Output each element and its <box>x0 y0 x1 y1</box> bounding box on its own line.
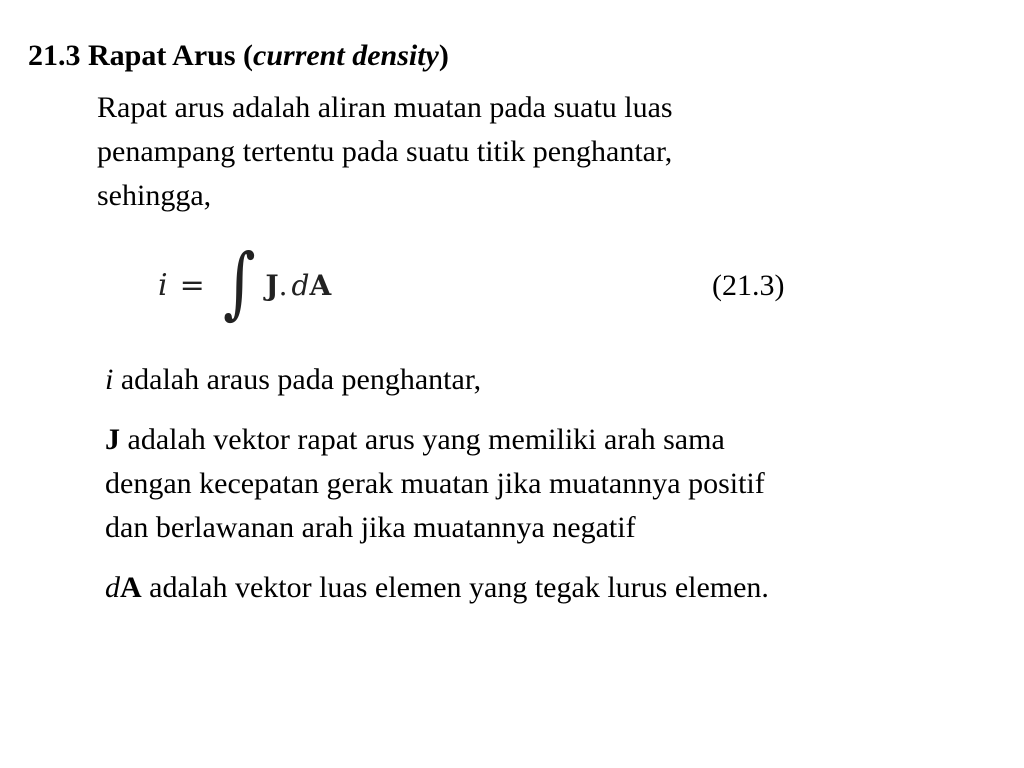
definition-i <box>105 358 1005 402</box>
intro-line-2: penampang tertentu pada suatu titik penghantar, <box>97 135 673 168</box>
heading-close-paren: ) <box>438 39 449 72</box>
section-heading <box>28 36 449 76</box>
definition-j-symbol: J <box>105 423 120 456</box>
heading-number-title: 21.3 Rapat Arus ( <box>28 39 254 72</box>
equation-lhs-i: i <box>158 267 168 303</box>
definition-j-line-3: dan berlawanan arah jika muatannya negatif <box>105 511 636 544</box>
definition-i-text: adalah araus pada penghantar, <box>113 363 482 396</box>
intro-line-3: sehingga, <box>97 179 212 212</box>
equation-vector-a: A <box>309 268 332 302</box>
definition-j-line-2: dengan kecepatan gerak muatan jika muatannya positif <box>105 467 765 500</box>
current-integral-equation <box>158 240 331 330</box>
definition-da <box>105 566 1005 610</box>
heading-italic-term: current density <box>253 39 439 72</box>
equation-number: (21.3) <box>712 269 785 302</box>
definitions-list <box>105 358 1005 626</box>
equation-vector-j: J <box>265 268 279 302</box>
equation-equals: = <box>179 267 205 303</box>
definition-da-symbol-d: d <box>105 571 120 604</box>
intro-paragraph <box>97 86 897 218</box>
definition-i-symbol: i <box>105 363 114 396</box>
definition-j-line-1: adalah vektor rapat arus yang memiliki arah sama <box>120 423 725 456</box>
equation-d: d <box>291 268 310 302</box>
definition-j <box>105 418 1005 550</box>
intro-line-1: Rapat arus adalah aliran muatan pada suatu luas <box>97 91 673 124</box>
integral-sign: ∫ <box>222 238 256 328</box>
definition-da-symbol-a: A <box>120 571 142 604</box>
definition-da-text: adalah vektor luas elemen yang tegak lurus elemen. <box>141 571 769 604</box>
equation-dot: . <box>278 268 288 302</box>
